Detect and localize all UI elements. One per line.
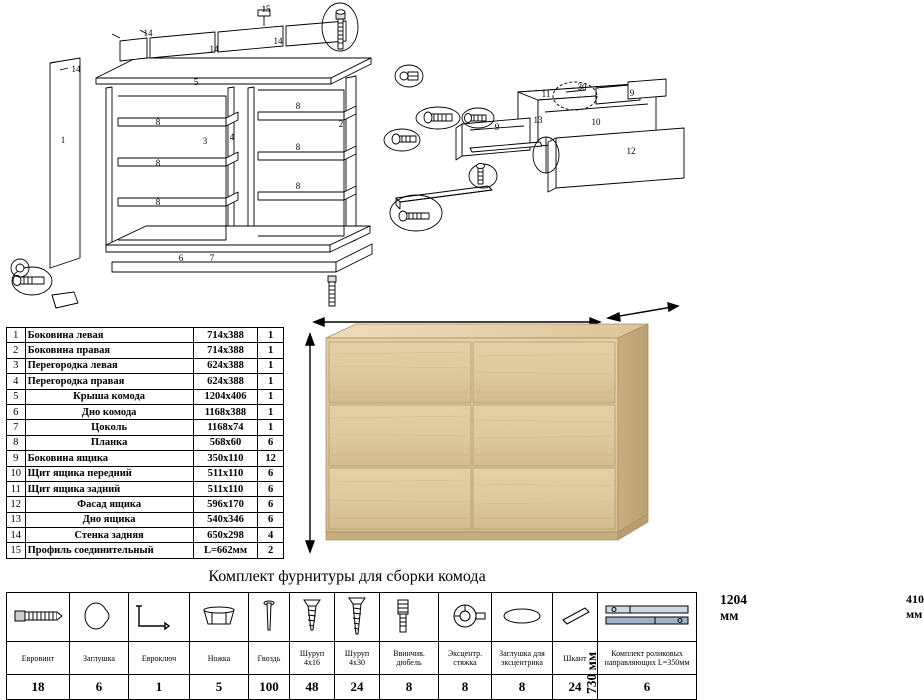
- part-quantity: 6: [258, 466, 284, 481]
- part-quantity: 1: [258, 358, 284, 373]
- callout-7: 7: [209, 253, 215, 263]
- hardware-name: Ножка: [190, 642, 249, 675]
- hardware-counts-row: [7, 675, 697, 700]
- part-dimension: 714х388: [193, 328, 258, 343]
- callout-8e: 8: [295, 142, 301, 152]
- eurokey-icon: [129, 593, 190, 642]
- part-number: 4: [7, 374, 26, 389]
- part-quantity: 6: [258, 481, 284, 496]
- hardware-name: Евроключ: [129, 642, 190, 675]
- hardware-count: 6: [70, 675, 129, 700]
- part-number: 5: [7, 389, 26, 404]
- part-name: Перегородка левая: [25, 358, 193, 373]
- screw-in-dowel-icon: [380, 593, 439, 642]
- part-dimension: 1204х406: [193, 389, 258, 404]
- table-row: [7, 512, 284, 527]
- part-number: 13: [7, 512, 26, 527]
- part-dimension: 596х170: [193, 497, 258, 512]
- callout-8a: 8: [155, 117, 161, 127]
- callout-1: 1: [60, 135, 66, 145]
- hardware-name: Заглушка: [70, 642, 129, 675]
- part-quantity: 1: [258, 328, 284, 343]
- hardware-count: 5: [190, 675, 249, 700]
- callout-14a: 14: [143, 28, 153, 38]
- depth-dimension-label: 410 мм: [906, 592, 924, 621]
- table-row: [7, 420, 284, 435]
- part-quantity: 1: [258, 404, 284, 419]
- part-number: 9: [7, 451, 26, 466]
- eurobolt-icon: [7, 593, 70, 642]
- hardware-table: [6, 592, 697, 700]
- table-row: [7, 374, 284, 389]
- table-row: [7, 389, 284, 404]
- callout-6: 6: [178, 253, 184, 263]
- part-number: 2: [7, 343, 26, 358]
- screw-4x16-icon: [290, 593, 335, 642]
- part-name: Боковина ящика: [25, 451, 193, 466]
- table-row: [7, 451, 284, 466]
- part-dimension: 714х388: [193, 343, 258, 358]
- callout-14b: 14: [209, 44, 219, 54]
- hardware-count: 48: [290, 675, 335, 700]
- table-row: [7, 543, 284, 558]
- part-number: 6: [7, 404, 26, 419]
- width-dimension-label: 1204 мм: [720, 592, 747, 623]
- screw-4x30-icon: [335, 593, 380, 642]
- part-name: Профиль соединительный: [25, 543, 193, 558]
- part-number: 12: [7, 497, 26, 512]
- part-dimension: 511х110: [193, 481, 258, 496]
- part-name: Стенка задняя: [25, 528, 193, 543]
- part-quantity: 1: [258, 420, 284, 435]
- hardware-name: Ввинчив. дюбель: [380, 642, 439, 675]
- part-dimension: 624х388: [193, 358, 258, 373]
- callout-13: 13: [533, 115, 543, 125]
- table-row: [7, 528, 284, 543]
- callout-14d: 14: [71, 64, 81, 74]
- hardware-name: Комплект роликовых направляющих L=350мм: [598, 642, 697, 675]
- part-name: Боковина правая: [25, 343, 193, 358]
- part-number: 1: [7, 328, 26, 343]
- hardware-name: Евровинт: [7, 642, 70, 675]
- hardware-name: Заглушка для эксцентрика: [492, 642, 553, 675]
- assembly-svg: [0, 0, 694, 318]
- hardware-count: 24: [553, 675, 598, 700]
- callout-8c: 8: [155, 197, 161, 207]
- table-row: [7, 328, 284, 343]
- callout-15: 15: [261, 4, 271, 14]
- hardware-name: Эксцентр. стяжка: [439, 642, 492, 675]
- part-name: Щит ящика задний: [25, 481, 193, 496]
- callout-2: 2: [338, 119, 344, 129]
- part-name: Крыша комода: [25, 389, 193, 404]
- nail-icon: [249, 593, 290, 642]
- part-name: Планка: [25, 435, 193, 450]
- part-dimension: 350х110: [193, 451, 258, 466]
- part-number: 14: [7, 528, 26, 543]
- hardware-name: Шуруп 4х30: [335, 642, 380, 675]
- table-row: [7, 481, 284, 496]
- part-dimension: 650х298: [193, 528, 258, 543]
- hardware-names-row: [7, 642, 697, 675]
- hardware-name: Гвоздь: [249, 642, 290, 675]
- hardware-count: 8: [492, 675, 553, 700]
- callout-3: 3: [202, 136, 208, 146]
- callout-11: 11: [541, 89, 551, 99]
- callout-8d: 8: [295, 101, 301, 111]
- callout-14c: 14: [273, 36, 283, 46]
- part-dimension: L=662мм: [193, 543, 258, 558]
- callout-4: 4: [229, 132, 235, 142]
- callout-9b: 9: [629, 88, 635, 98]
- part-quantity: 2: [258, 543, 284, 558]
- part-number: 10: [7, 466, 26, 481]
- leg-icon: [190, 593, 249, 642]
- part-quantity: 6: [258, 435, 284, 450]
- part-quantity: 12: [258, 451, 284, 466]
- callout-12: 12: [626, 146, 636, 156]
- table-row: [7, 343, 284, 358]
- callout-30: 30: [577, 82, 587, 92]
- table-row: [7, 435, 284, 450]
- callout-9a: 9: [494, 122, 500, 132]
- part-quantity: 1: [258, 374, 284, 389]
- callout-10: 10: [591, 117, 601, 127]
- part-number: 11: [7, 481, 26, 496]
- part-quantity: 1: [258, 343, 284, 358]
- part-name: Фасад ящика: [25, 497, 193, 512]
- part-dimension: 624х388: [193, 374, 258, 389]
- slide-rail-icon: [598, 593, 697, 642]
- hardware-count: 24: [335, 675, 380, 700]
- part-number: 8: [7, 435, 26, 450]
- part-name: Дно комода: [25, 404, 193, 419]
- hardware-name: Шуруп 4х16: [290, 642, 335, 675]
- hardware-count: 18: [7, 675, 70, 700]
- part-quantity: 6: [258, 512, 284, 527]
- part-number: 15: [7, 543, 26, 558]
- hardware-count: 8: [380, 675, 439, 700]
- cap-icon: [70, 593, 129, 642]
- height-dimension-label: 730 мм: [584, 651, 599, 694]
- hardware-icons-row: [7, 593, 697, 642]
- hardware-name: Шкант: [553, 642, 598, 675]
- part-name: Дно ящика: [25, 512, 193, 527]
- part-dimension: 568х60: [193, 435, 258, 450]
- part-dimension: 1168х388: [193, 404, 258, 419]
- part-dimension: 540х346: [193, 512, 258, 527]
- table-row: [7, 404, 284, 419]
- part-quantity: 6: [258, 497, 284, 512]
- hardware-section-title: Комплект фурнитуры для сборки комода: [208, 568, 486, 585]
- part-number: 3: [7, 358, 26, 373]
- table-row: [7, 497, 284, 512]
- hardware-count: 8: [439, 675, 492, 700]
- hardware-count: 1: [129, 675, 190, 700]
- cam-cap-icon: [492, 593, 553, 642]
- callout-5: 5: [193, 77, 199, 87]
- callout-8f: 8: [295, 181, 301, 191]
- part-quantity: 4: [258, 528, 284, 543]
- part-dimension: 1168х74: [193, 420, 258, 435]
- part-name: Боковина левая: [25, 328, 193, 343]
- table-row: [7, 466, 284, 481]
- callout-8b: 8: [155, 158, 161, 168]
- part-name: Перегородка правая: [25, 374, 193, 389]
- part-number: 7: [7, 420, 26, 435]
- hardware-count: 6: [598, 675, 697, 700]
- cam-lock-icon: [439, 593, 492, 642]
- part-name: Цоколь: [25, 420, 193, 435]
- product-photo-svg: [292, 296, 690, 564]
- parts-list-table: [6, 327, 284, 559]
- part-name: Щит ящика передний: [25, 466, 193, 481]
- part-quantity: 1: [258, 389, 284, 404]
- hardware-count: 100: [249, 675, 290, 700]
- exploded-assembly-drawing: [0, 0, 694, 318]
- part-dimension: 511х110: [193, 466, 258, 481]
- table-row: [7, 358, 284, 373]
- dowel-icon: [553, 593, 598, 642]
